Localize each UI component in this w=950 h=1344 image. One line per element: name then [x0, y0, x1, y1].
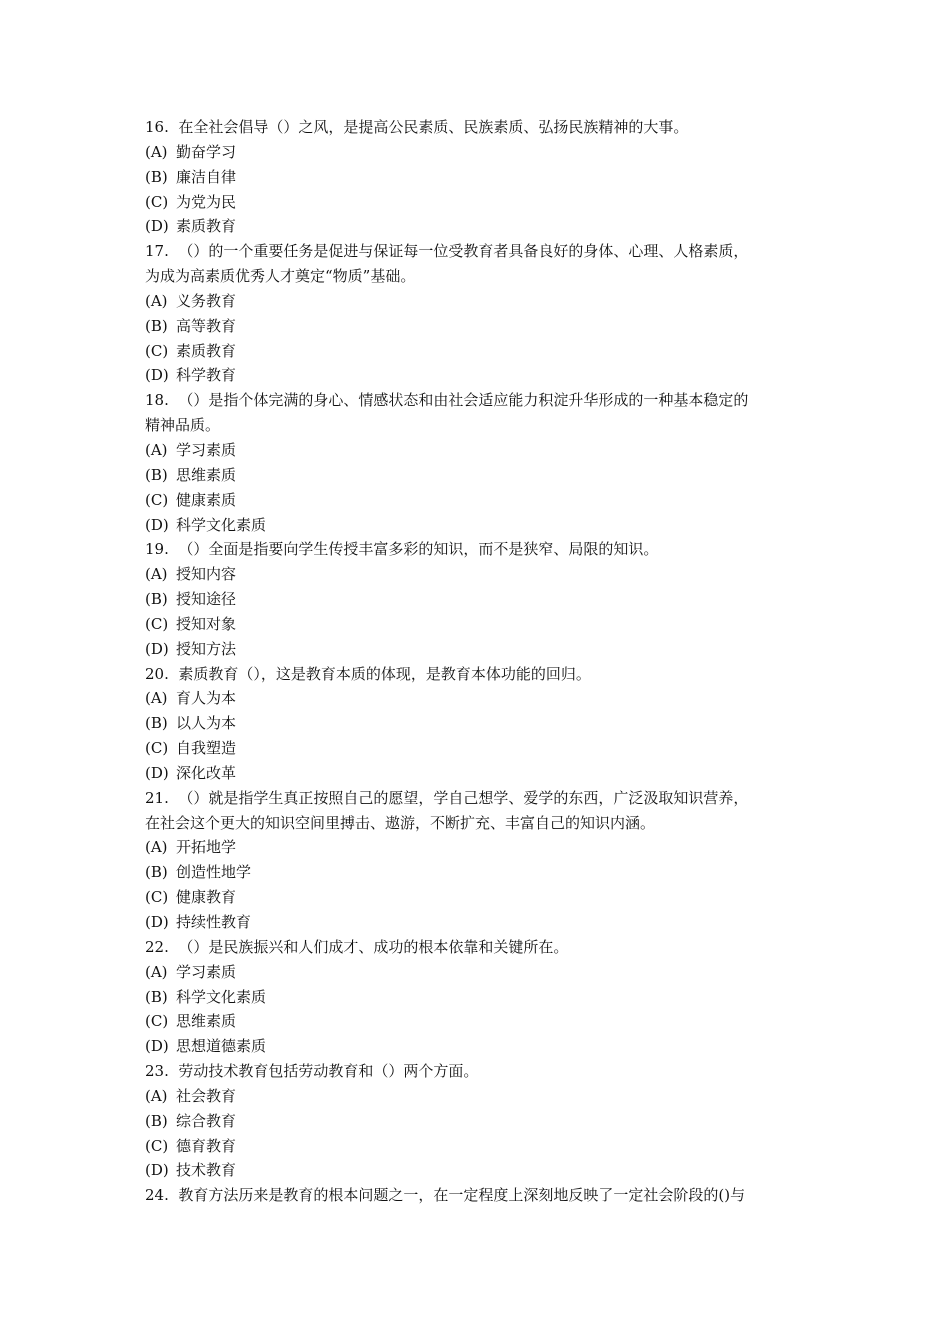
option-letter: (D) [145, 913, 169, 931]
question-block [145, 537, 815, 661]
option-letter: (C) [145, 192, 169, 211]
option-letter: (C) [145, 739, 169, 758]
option-letter: (D) [145, 217, 169, 236]
option-text: 持续性教育 [176, 913, 252, 931]
question-block [145, 786, 815, 935]
option-letter: (A) [145, 689, 168, 708]
question-block [145, 115, 815, 239]
option-text: 健康教育 [176, 888, 237, 907]
option-letter: (B) [145, 1111, 168, 1130]
question-stem-line [145, 388, 815, 413]
question-stem-text: （）的一个重要任务是促进与保证每一位受教育者具备良好的身体、心理、人格素质， [178, 242, 749, 261]
answer-option [145, 885, 815, 910]
answer-option [145, 363, 815, 388]
option-text: 育人为本 [176, 689, 237, 708]
option-letter: (A) [145, 440, 168, 459]
option-text: 授知途径 [176, 590, 237, 609]
question-block [145, 388, 815, 537]
option-text: 学习素质 [176, 962, 237, 981]
question-number: 22. [145, 937, 169, 956]
option-letter: (D) [145, 1037, 169, 1056]
answer-option [145, 761, 815, 786]
answer-option [145, 214, 815, 239]
answer-option [145, 910, 815, 935]
question-stem-line [145, 537, 815, 562]
answer-option [145, 1034, 815, 1059]
answer-option [145, 1009, 815, 1034]
answer-option [145, 587, 815, 612]
answer-option [145, 860, 815, 885]
option-letter: (B) [145, 316, 168, 335]
answer-option [145, 1109, 815, 1134]
answer-option [145, 438, 815, 463]
option-text: 授知方法 [176, 639, 237, 658]
option-letter: (D) [145, 1161, 169, 1180]
question-stem-text: （）是民族振兴和人们成才、成功的根本依靠和关键所在。 [178, 937, 569, 956]
question-number: 23. [145, 1062, 169, 1081]
option-letter: (B) [145, 863, 168, 882]
question-stem-line [145, 239, 815, 264]
answer-option [145, 1084, 815, 1109]
answer-option [145, 736, 815, 761]
option-letter: (C) [145, 490, 169, 509]
option-letter: (A) [145, 291, 168, 310]
answer-option [145, 985, 815, 1010]
answer-option [145, 140, 815, 165]
question-number: 17. [145, 242, 169, 261]
option-letter: (A) [145, 962, 168, 981]
option-text: 思想道德素质 [176, 1037, 267, 1056]
option-text: 廉洁自律 [176, 167, 237, 186]
question-stem-text: 教育方法历来是教育的根本问题之一，在一定程度上深刻地反映了一定社会阶段的()与 [178, 1186, 746, 1205]
answer-option [145, 612, 815, 637]
option-text: 高等教育 [176, 316, 237, 335]
option-text: 授知对象 [176, 614, 237, 633]
option-text: 为党为民 [176, 192, 237, 211]
option-letter: (A) [145, 838, 168, 857]
question-stem-line [145, 1183, 815, 1208]
answer-option [145, 686, 815, 711]
option-letter: (C) [145, 1012, 169, 1031]
option-letter: (B) [145, 465, 168, 484]
answer-option [145, 562, 815, 587]
question-stem-text: 精神品质。 [145, 416, 221, 435]
question-number: 19. [145, 540, 169, 559]
option-text: 素质教育 [176, 341, 237, 360]
question-stem-text: （）是指个体完满的身心、情感状态和由社会适应能力积淀升华形成的一种基本稳定的 [178, 391, 749, 410]
question-number: 21. [145, 788, 169, 807]
option-text: 以人为本 [176, 714, 237, 733]
option-text: 思维素质 [176, 1012, 237, 1031]
question-stem-line [145, 935, 815, 960]
answer-option [145, 314, 815, 339]
question-stem-line [145, 264, 815, 289]
question-stem-text: （）就是指学生真正按照自己的愿望，学自己想学、爱学的东西，广泛汲取知识营养， [178, 788, 749, 807]
question-stem-text: （）全面是指要向学生传授丰富多彩的知识，而不是狭窄、局限的知识。 [178, 540, 659, 559]
answer-option [145, 165, 815, 190]
question-stem-line [145, 662, 815, 687]
option-text: 科学文化素质 [176, 515, 267, 534]
option-letter: (C) [145, 1136, 169, 1155]
option-letter: (B) [145, 714, 168, 733]
question-stem-text: 劳动技术教育包括劳动教育和（）两个方面。 [178, 1062, 479, 1081]
option-letter: (B) [145, 987, 168, 1006]
question-number: 18. [145, 391, 169, 410]
option-text: 自我塑造 [176, 739, 237, 758]
option-text: 德育教育 [176, 1136, 237, 1155]
option-letter: (C) [145, 614, 169, 633]
answer-option [145, 463, 815, 488]
question-block [145, 239, 815, 388]
question-number: 20. [145, 664, 169, 683]
option-letter: (B) [145, 590, 168, 609]
question-stem-line [145, 811, 815, 836]
answer-option [145, 190, 815, 215]
option-text: 社会教育 [176, 1086, 237, 1105]
question-block [145, 1183, 815, 1208]
option-text: 素质教育 [176, 217, 237, 236]
document-body [145, 115, 815, 1208]
option-letter: (A) [145, 565, 168, 584]
question-number: 24. [145, 1186, 169, 1205]
answer-option [145, 1134, 815, 1159]
question-stem-line [145, 786, 815, 811]
option-letter: (D) [145, 639, 169, 658]
option-letter: (D) [145, 366, 169, 385]
question-stem-text: 素质教育（），这是教育本质的体现，是教育本体功能的回归。 [178, 664, 591, 683]
answer-option [145, 637, 815, 662]
option-letter: (D) [145, 515, 169, 534]
question-stem-line [145, 115, 815, 140]
option-text: 深化改革 [176, 763, 237, 782]
option-text: 义务教育 [176, 291, 237, 310]
option-letter: (C) [145, 341, 169, 360]
question-stem-line [145, 1059, 815, 1084]
question-stem-text: 在全社会倡导（）之风，是提高公民素质、民族素质、弘扬民族精神的大事。 [178, 118, 689, 136]
question-block [145, 662, 815, 786]
question-block [145, 935, 815, 1059]
answer-option [145, 339, 815, 364]
option-text: 创造性地学 [176, 863, 252, 882]
option-text: 健康素质 [176, 490, 237, 509]
question-stem-text: 为成为高素质优秀人才奠定“物质”基础。 [145, 267, 416, 286]
option-letter: (D) [145, 763, 169, 782]
option-text: 技术教育 [176, 1161, 237, 1180]
option-text: 开拓地学 [176, 838, 237, 857]
option-text: 学习素质 [176, 440, 237, 459]
question-stem-line [145, 413, 815, 438]
answer-option [145, 835, 815, 860]
option-letter: (A) [145, 1086, 168, 1105]
answer-option [145, 488, 815, 513]
option-text: 综合教育 [176, 1111, 237, 1130]
option-text: 科学文化素质 [176, 987, 267, 1006]
option-letter: (B) [145, 167, 168, 186]
answer-option [145, 1158, 815, 1183]
answer-option [145, 513, 815, 538]
answer-option [145, 960, 815, 985]
question-number: 16. [145, 118, 169, 136]
option-letter: (A) [145, 142, 168, 161]
option-letter: (C) [145, 888, 169, 907]
option-text: 勤奋学习 [176, 142, 237, 161]
option-text: 科学教育 [176, 366, 237, 385]
answer-option [145, 289, 815, 314]
question-block [145, 1059, 815, 1183]
option-text: 授知内容 [176, 565, 237, 584]
question-stem-text: 在社会这个更大的知识空间里搏击、遨游，不断扩充、丰富自己的知识内涵。 [145, 813, 656, 832]
option-text: 思维素质 [176, 465, 237, 484]
answer-option [145, 711, 815, 736]
